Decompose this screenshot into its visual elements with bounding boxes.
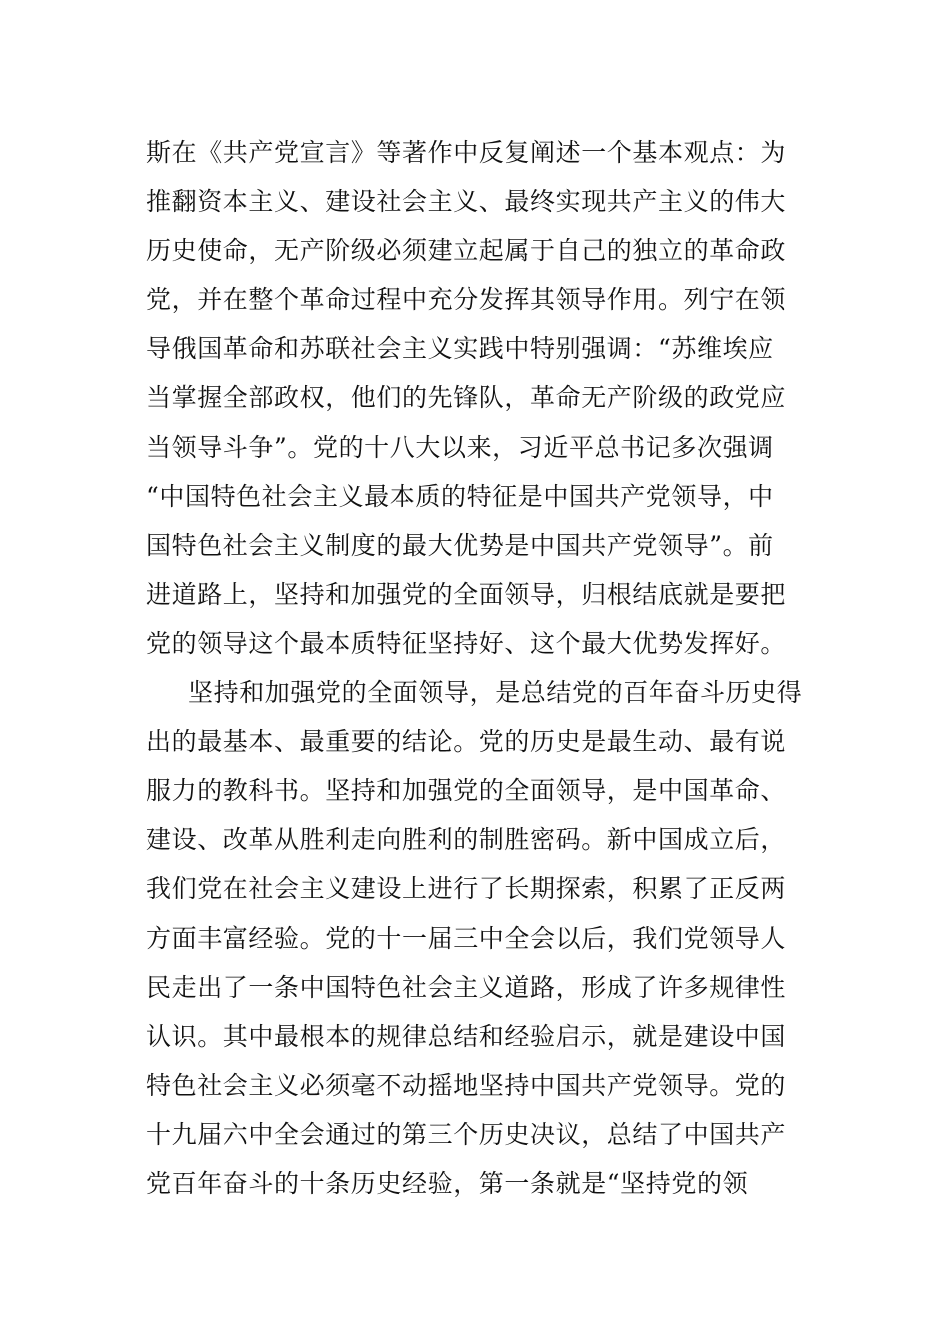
text-line: 特色社会主义必须毫不动摇地坚持中国共产党领导。党的 bbox=[146, 1070, 787, 1100]
text-line: 当掌握全部政权，他们的先锋队，革命无产阶级的政党应 bbox=[146, 383, 787, 413]
document-body bbox=[146, 128, 826, 1208]
text-line: 我们党在社会主义建设上进行了长期探索，积累了正反两 bbox=[146, 874, 787, 904]
text-line: 推翻资本主义、建设社会主义、最终实现共产主义的伟大 bbox=[146, 187, 787, 217]
text-line: 斯在《共产党宣言》等著作中反复阐述一个基本观点：为 bbox=[146, 138, 787, 167]
text-line: 服力的教科书。坚持和加强党的全面领导，是中国革命、 bbox=[146, 776, 787, 806]
text-line: 出的最基本、最重要的结论。党的历史是最生动、最有说 bbox=[146, 727, 787, 757]
text-line: 党，并在整个革命过程中充分发挥其领导作用。列宁在领 bbox=[146, 285, 787, 315]
text-line: 国特色社会主义制度的最大优势是中国共产党领导”。前 bbox=[146, 530, 774, 560]
text-line: 历史使命，无产阶级必须建立起属于自己的独立的革命政 bbox=[146, 236, 787, 266]
paragraph-2 bbox=[146, 668, 826, 1208]
text-line: 党百年奋斗的十条历史经验，第一条就是“坚持党的领 bbox=[146, 1168, 749, 1198]
text-line: 认识。其中最根本的规律总结和经验启示，就是建设中国 bbox=[146, 1021, 787, 1051]
text-line: “中国特色社会主义最本质的特征是中国共产党领导，中 bbox=[146, 481, 774, 511]
text-line: 建设、改革从胜利走向胜利的制胜密码。新中国成立后， bbox=[146, 825, 787, 855]
text-line: 党的领导这个最本质特征坚持好、这个最大优势发挥好。 bbox=[146, 628, 787, 658]
text-line: 十九届六中全会通过的第三个历史决议，总结了中国共产 bbox=[146, 1119, 787, 1149]
paragraph-1 bbox=[146, 128, 826, 668]
text-line: 进道路上，坚持和加强党的全面领导，归根结底就是要把 bbox=[146, 579, 787, 609]
text-line: 民走出了一条中国特色社会主义道路，形成了许多规律性 bbox=[146, 972, 787, 1002]
text-line: 坚持和加强党的全面领导，是总结党的百年奋斗历史得 bbox=[188, 678, 803, 708]
text-line: 方面丰富经验。党的十一届三中全会以后，我们党领导人 bbox=[146, 923, 787, 953]
text-line: 当领导斗争”。党的十八大以来，习近平总书记多次强调 bbox=[146, 432, 774, 462]
text-line: 导俄国革命和苏联社会主义实践中特别强调：“苏维埃应 bbox=[146, 334, 774, 364]
